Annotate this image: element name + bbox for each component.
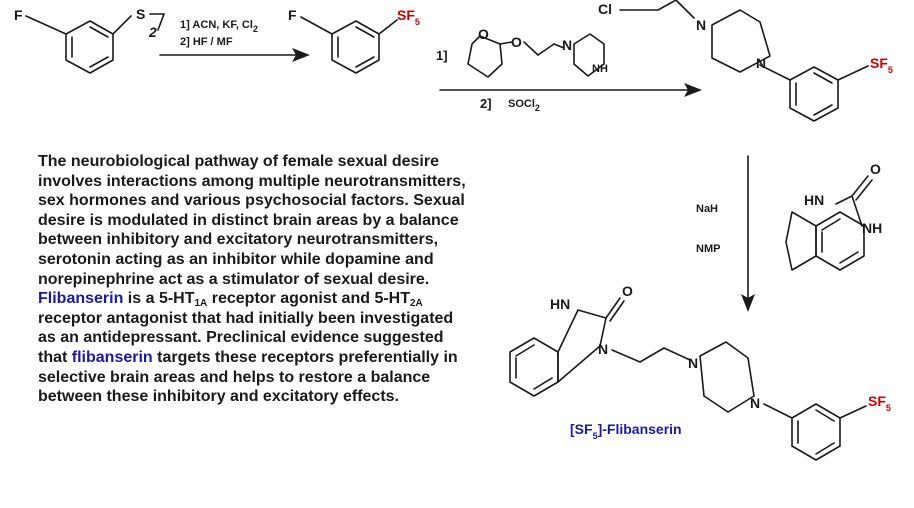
atom-nh-benz: NH xyxy=(862,220,883,236)
sf5-label-1: $SF_5$ xyxy=(397,7,420,27)
fluorophenyl-sf5 xyxy=(301,17,397,73)
atom-hn-product: HN xyxy=(550,296,571,312)
drug-name-highlight: Flibanserin xyxy=(38,290,124,308)
chloroethyl-intermediate xyxy=(620,0,868,121)
drug-name-highlight: flibanserin xyxy=(71,348,153,366)
reaction-arrow-3 xyxy=(741,156,755,312)
atom-n-product-1: N xyxy=(598,341,609,357)
atom-n-reagent: N xyxy=(562,37,573,53)
condition-base: NaH xyxy=(696,203,719,215)
reagent-step-1-label: 1] xyxy=(436,48,448,63)
atom-f-2: F xyxy=(288,7,297,23)
atom-cl: Cl xyxy=(598,1,612,17)
disulfide-count: 2 xyxy=(149,24,157,40)
atom-n-1: N xyxy=(696,17,707,33)
atom-o-ether: O xyxy=(511,34,522,50)
reaction-arrow-1 xyxy=(160,48,310,62)
product-name: $[SF_5]$-Flibanserin xyxy=(570,421,682,441)
atom-o-ring: O xyxy=(478,26,489,42)
reagent-step-2-label: 2] xyxy=(480,96,492,111)
disulfide-starting-material xyxy=(26,14,164,73)
sf5-flibanserin-product xyxy=(510,298,866,460)
atom-n-product-3: N xyxy=(750,395,761,411)
atom-hn-benz: HN xyxy=(804,192,825,208)
reagent-socl2: SOCl$_2$ xyxy=(508,98,540,113)
sf5-label-2: $SF_5$ xyxy=(870,55,893,75)
atom-nh-reagent: NH xyxy=(592,63,608,75)
atom-o-benz: O xyxy=(870,161,881,177)
atom-o-product: O xyxy=(622,283,633,299)
condition-step-2: 2] HF / MF xyxy=(180,36,233,48)
reaction-arrow-2 xyxy=(440,83,702,97)
condition-step-1: 1] ACN, KF, $Cl_2$ xyxy=(180,19,258,34)
atom-n-product-2: N xyxy=(688,355,699,371)
benzimidazolone-reagent xyxy=(786,176,872,270)
condition-solvent: NMP xyxy=(696,243,721,255)
description-text: The neurobiological pathway of female sexual desire involves interactions among multiple neurotransmitters, sex hormones and various psychosocial factors. Sexual desire is modulated in distinct brain areas by a balance between inhibitory and excitatory neurotransmitters, serotonin acting as an inhibitor while dopamine and norepinephrine act as a stimulator of sexual desire. Flibanserin is a $5-HT_{1A}$ receptor agonist and $5-HT_{2A}$ receptor antagonist that had initially been investigated as an antidepressant. Preclinical evidence suggested that flibanserin targets these receptors preferentially in selective brain areas and helps to restore a balance between these inhibitory and excitatory effects. xyxy=(38,153,466,406)
atom-n-2: N xyxy=(756,55,767,71)
atom-s: S xyxy=(136,6,146,22)
sf5-label-3: $SF_5$ xyxy=(868,393,891,413)
atom-f-1: F xyxy=(14,7,23,23)
